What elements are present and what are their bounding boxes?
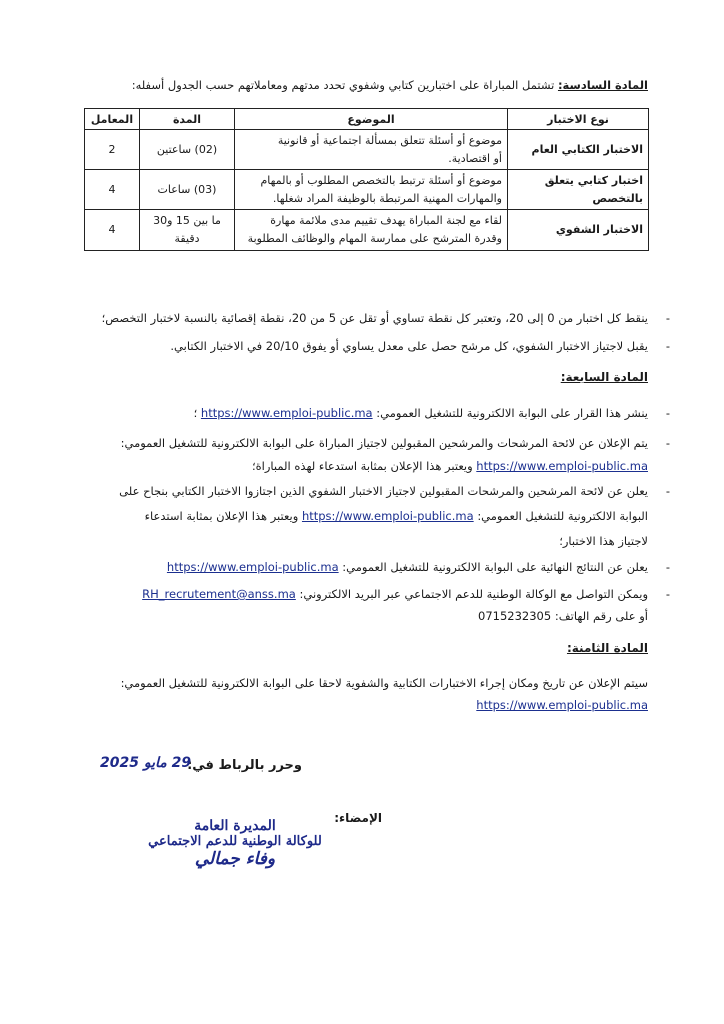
duration-line: (02) ساعتين <box>156 142 218 156</box>
duration-line: ما بين 15 و30 <box>153 214 221 228</box>
duration-cell <box>139 130 234 170</box>
duration-cell <box>139 170 234 210</box>
article6-title: المادة السادسة: <box>557 78 648 92</box>
topic-line: وقدرة المترشح على ممارسة المهام والوظائف المطلوبة <box>247 231 502 245</box>
topic-line: لقاء مع لجنة المباراة يهدف تقييم مدى ملائمة مهارة <box>270 214 502 228</box>
article6-intro-line <box>74 74 648 96</box>
stamp-line: المديرة العامة <box>194 818 276 834</box>
topic-cell <box>235 210 508 250</box>
signature-label: الإمضاء: <box>334 811 382 825</box>
article7-title: المادة السابعة: <box>560 370 648 384</box>
article7-b3-text: يعلن عن لائحة المرشحين والمرشحات المقبولين لاجتياز الاختبار الشفوي الذين اجتازوا الاختبار الكتابي بنجاح على <box>119 484 648 498</box>
coefficient-cell: 4 <box>85 210 140 250</box>
exam-type-cell: اختبار كتابي يتعلق بالتخصص <box>507 170 648 210</box>
table-header-row <box>85 109 649 130</box>
duration-line: (03) ساعات <box>157 182 217 196</box>
article7-bullet-continued: البوابة الالكترونية للتشغيل العمومي: https://www.emploi-public.ma ويعتبر هذا الإعلان بمثابة استدعاء <box>144 509 648 523</box>
official-stamp <box>135 818 335 869</box>
duration-cell <box>139 210 234 250</box>
article6-intro: تشتمل المباراة على اختبارين كتابي وشفوي تحدد مدتهم ومعاملاتهم حسب الجدول أسفله: <box>131 78 555 92</box>
emploi-public-link[interactable]: https://www.emploi-public.ma <box>200 406 373 420</box>
article7-bullet-continued <box>74 605 648 627</box>
article7-bullet: - يعلن عن النتائج النهائية على البوابة الالكترونية للتشغيل العمومي: https://www.emploi-public.ma <box>166 560 670 574</box>
coefficient-cell: 2 <box>85 130 140 170</box>
article7-b4-text: يعلن عن النتائج النهائية على البوابة الالكترونية للتشغيل العمومي: <box>342 560 648 574</box>
duration-line: دقيقة <box>174 231 200 245</box>
exam-type-cell: الاختبار الشفوي <box>507 210 648 250</box>
coefficient-cell: 4 <box>85 170 140 210</box>
exam-type-cell: الاختبار الكتابي العام <box>507 130 648 170</box>
exams-table <box>84 108 649 251</box>
article7-bullet: - ينشر هذا القرار على البوابة الالكترونية للتشغيل العمومي: https://www.emploi-public.ma ؛ <box>193 406 670 420</box>
topic-line: موضوع أو أسئلة تتعلق بمسألة اجتماعية أو قانونية <box>277 134 502 147</box>
table-row <box>85 210 649 250</box>
article7-b5-text: ويمكن التواصل مع الوكالة الوطنية للدعم الاجتماعي عبر البريد الالكتروني: <box>299 587 648 601</box>
article7-b2-text: يتم الإعلان عن لائحة المرشحات والمرشحين المقبولين لاجتياز المباراة على البوابة الالكترونية للتشغيل العمومي: <box>120 436 648 450</box>
article8-link-line <box>74 694 648 716</box>
article7-bullet: - يعلن عن لائحة المرشحين والمرشحات المقبولين لاجتياز الاختبار الشفوي الذين اجتازوا الاختبار الكتابي بنجاح على <box>119 484 670 498</box>
article8-title: المادة الثامنة: <box>566 641 648 655</box>
email-link[interactable]: RH_recrutement@anss.ma <box>142 587 296 601</box>
header-duration: المدة <box>139 109 234 130</box>
article6-bullet: - ينقط كل اختبار من 0 إلى 20، وتعتبر كل نقطة تساوي أو تقل عن 5 من 20، نقطة إقصائية بالنسبة لاختبار التخصص؛ <box>101 311 670 325</box>
phone-text: أو على رقم الهاتف: 0715232305 <box>478 609 648 623</box>
article7-bullet-continued: https://www.emploi-public.ma ويعتبر هذا الإعلان بمثابة استدعاء لهذه المباراة؛ <box>251 459 648 473</box>
emploi-public-link[interactable]: https://www.emploi-public.ma <box>476 459 648 473</box>
article7-bullet: - يتم الإعلان عن لائحة المرشحات والمرشحين المقبولين لاجتياز المباراة على البوابة الالكترونية للتشغيل العمومي: <box>120 436 670 450</box>
article7-b1-text: ينشر هذا القرار على البوابة الالكترونية للتشغيل العمومي: <box>376 406 648 420</box>
article6-bullet-text: يقبل لاجتياز الاختبار الشفوي، كل مرشح حصل على معدل يساوي أو يفوق 20/10 في الاختبار الكتابي. <box>170 339 648 353</box>
signing-date: 29 مايو 2025 <box>100 755 192 771</box>
stamp-signature: وفاء جمالي <box>194 849 276 869</box>
topic-line: والمهارات المهنية المرتبطة بالوظيفة المراد شغلها. <box>272 191 502 205</box>
stamp-line: للوكالة الوطنية للدعم الاجتماعي <box>148 834 322 849</box>
written-at-label: وحرر بالرباط في: <box>187 758 302 773</box>
article8-text: سيتم الإعلان عن تاريخ ومكان إجراء الاختبارات الكتابية والشفوية لاحقا على البوابة الالكترونية للتشغيل العمومي: <box>120 676 648 690</box>
emploi-public-link[interactable]: https://www.emploi-public.ma <box>476 698 648 712</box>
topic-line: موضوع أو أسئلة ترتبط بالتخصص المطلوب أو بالمهام <box>260 174 502 188</box>
topic-cell <box>235 170 508 210</box>
article7-bullet-continued: لاجتياز هذا الاختبار؛ <box>559 534 648 548</box>
article6-bullet-text: ينقط كل اختبار من 0 إلى 20، وتعتبر كل نقطة تساوي أو تقل عن 5 من 20، نقطة إقصائية بالنسبة لاختبار التخصص؛ <box>101 311 648 325</box>
table-row <box>85 130 649 170</box>
table-row <box>85 170 649 210</box>
article7-bullet: - ويمكن التواصل مع الوكالة الوطنية للدعم الاجتماعي عبر البريد الالكتروني: RH_recrutement@anss.ma <box>142 587 670 601</box>
emploi-public-link[interactable]: https://www.emploi-public.ma <box>301 509 474 523</box>
header-exam-type: نوع الاختبار <box>507 109 648 130</box>
emploi-public-link[interactable]: https://www.emploi-public.ma <box>166 560 339 574</box>
article6-bullet: - يقبل لاجتياز الاختبار الشفوي، كل مرشح حصل على معدل يساوي أو يفوق 20/10 في الاختبار الكتابي. <box>170 339 670 353</box>
header-coefficient: المعامل <box>85 109 140 130</box>
topic-line: أو اقتصادية. <box>448 151 502 165</box>
topic-cell <box>235 130 508 170</box>
header-topic: الموضوع <box>235 109 508 130</box>
